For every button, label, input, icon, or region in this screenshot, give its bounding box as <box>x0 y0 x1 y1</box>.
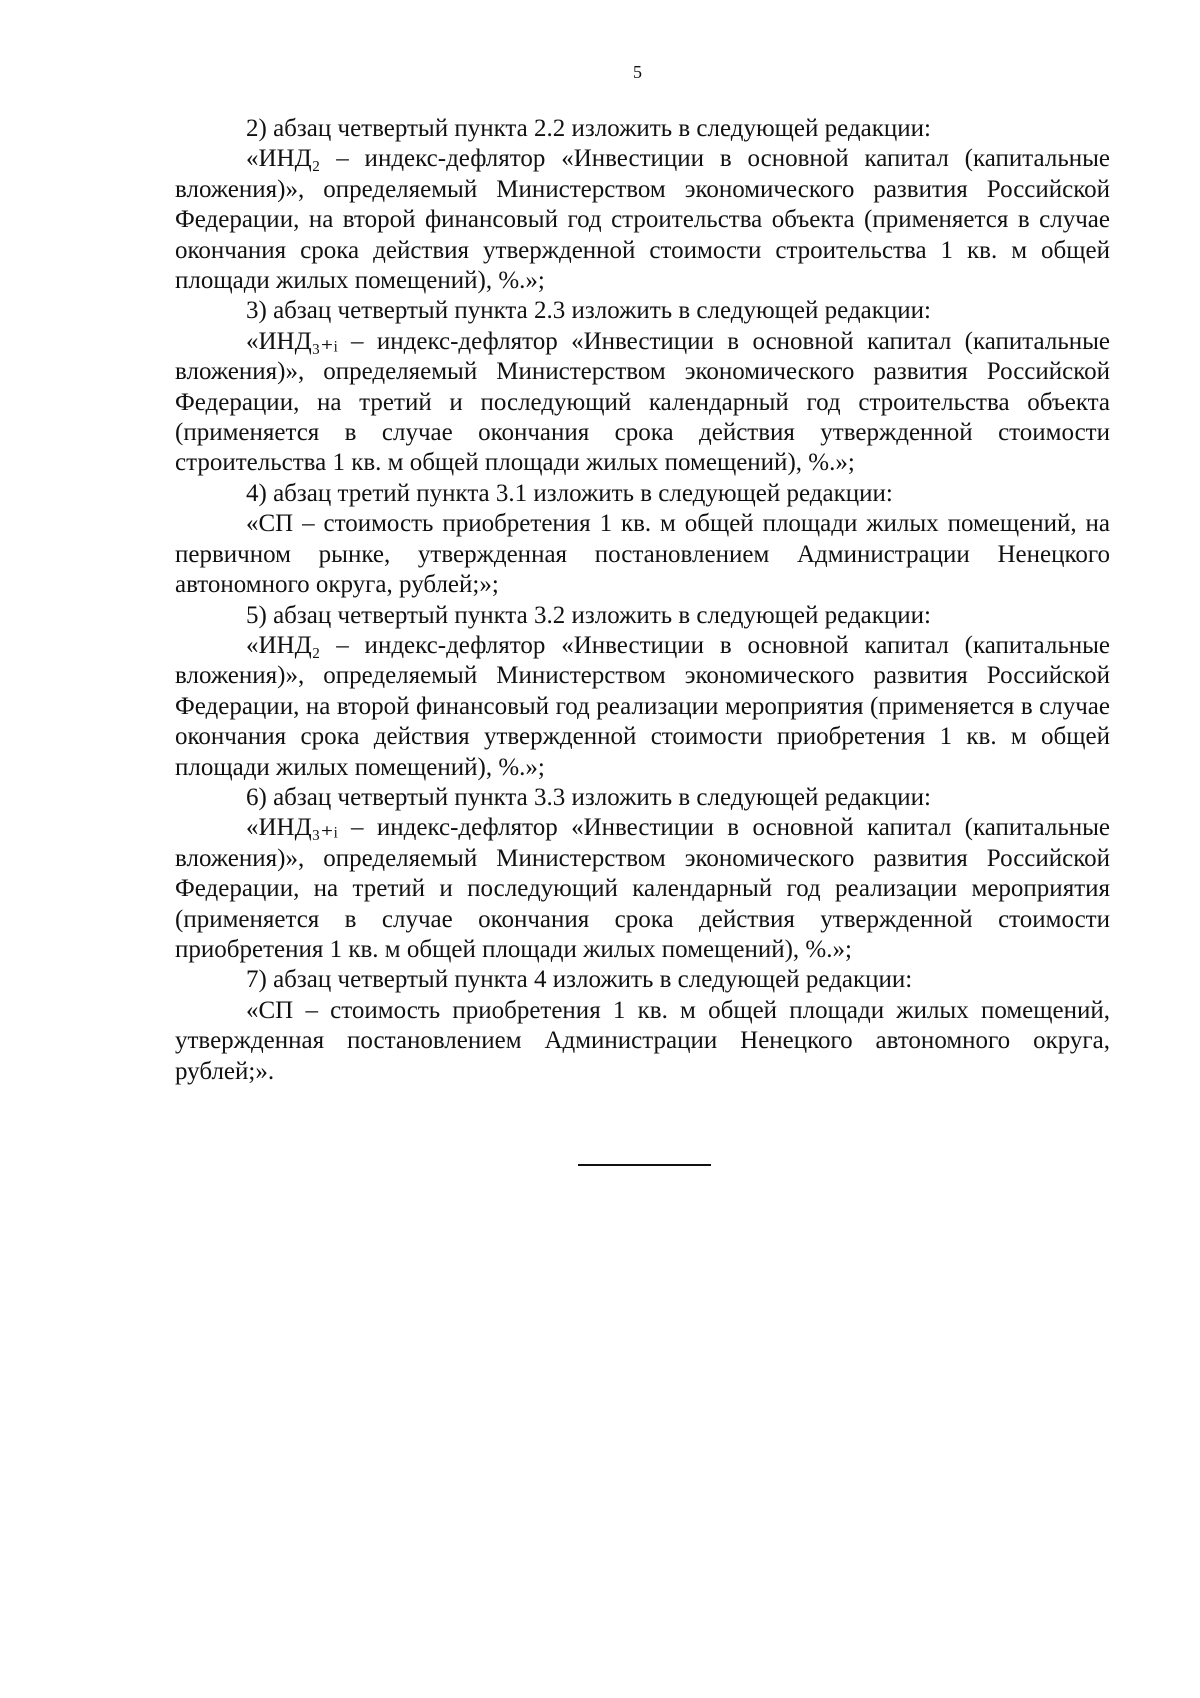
end-of-document-rule <box>578 1164 711 1166</box>
paragraph-ind3i-purchase: «ИНД₃₊ᵢ – индекс-дефлятор «Инвестиции в основной капитал (капитальные вложения)», определяемый Министерством экономического развития Российской Федерации, на третий и последующий календарный год реализации мероприятия (применяется в случае окончания срока действия утвержденной стоимости приобретения 1 кв. м общей площади жилых помещений), %.»; <box>175 814 1110 963</box>
paragraph-amendment-6: 6) абзац четвертый пункта 3.3 изложить в следующей редакции: <box>246 783 931 811</box>
paragraph-amendment-5: 5) абзац четвертый пункта 3.2 изложить в следующей редакции: <box>246 601 931 629</box>
paragraph-sp-general: «СП – стоимость приобретения 1 кв. м общей площади жилых помещений, утвержденная постановлением Администрации Ненецкого автономного округа, рублей;». <box>175 996 1110 1085</box>
paragraph-amendment-3: 3) абзац четвертый пункта 2.3 изложить в следующей редакции: <box>246 297 931 325</box>
paragraph-amendment-4: 4) абзац третий пункта 3.1 изложить в следующей редакции: <box>246 479 893 507</box>
paragraph-ind2-construction: «ИНД₂ – индекс-дефлятор «Инвестиции в основной капитал (капитальные вложения)», определяемый Министерством экономического развития Российской Федерации, на второй финансовый год строительства объекта (применяется в случае окончания срока действия утвержденной стоимости строительства 1 кв. м общей площади жилых помещений), %.»; <box>175 145 1110 295</box>
paragraph-ind3i-construction: «ИНД₃₊ᵢ – индекс-дефлятор «Инвестиции в основной капитал (капитальные вложения)», определяемый Министерством экономического развития Российской Федерации, на третий и последующий календарный год строительства объекта (применяется в случае окончания срока действия утвержденной стоимости строительства 1 кв. м общей площади жилых помещений), %.»; <box>175 327 1110 477</box>
page-number: 5 <box>633 62 642 82</box>
paragraph-amendment-2: 2) абзац четвертый пункта 2.2 изложить в следующей редакции: <box>246 115 931 142</box>
paragraph-sp-primary-market: «СП – стоимость приобретения 1 кв. м общей площади жилых помещений, на первичном рынке, утвержденная постановлением Администрации Ненецкого автономного округа, рублей;»; <box>175 510 1110 599</box>
paragraph-amendment-7: 7) абзац четвертый пункта 4 изложить в следующей редакции: <box>246 966 913 994</box>
paragraph-ind2-purchase: «ИНД₂ – индекс-дефлятор «Инвестиции в основной капитал (капитальные вложения)», определяемый Министерством экономического развития Российской Федерации, на второй финансовый год реализации мероприятия (применяется в случае окончания срока действия утвержденной стоимости приобретения 1 кв. м общей площади жилых помещений), %.»; <box>175 631 1110 781</box>
document-body <box>175 114 1110 1087</box>
